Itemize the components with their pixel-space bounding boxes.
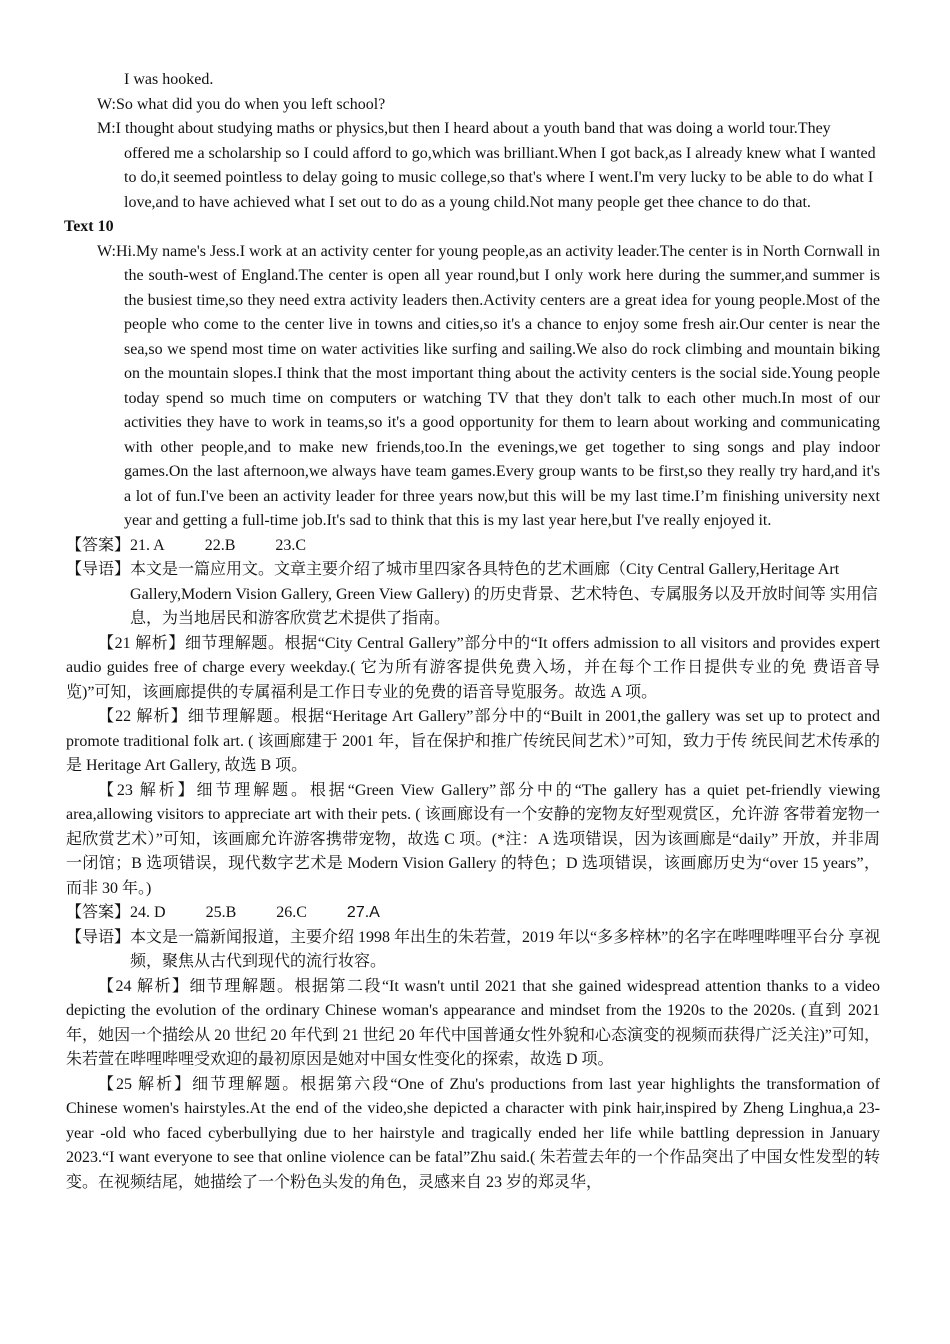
analysis-25: 【25 解析】细节理解题。根据第六段“One of Zhu's productions from last year highlights the transformation of Chinese women's hairstyles.At the end of the video,she depicted a character with pink hair,inspired by Zheng Linghua,a 23-year -old who faced cyberbullying due to her hairstyle and tragically ended her life while battling depression in January 2023.“I want everyone to see that online violence can be fatal”Zhu said.( 朱若萱去年的一个作品突出了中国女性发型的转变。在视频结尾，她描绘了一个粉色头发的角色，灵感来自 23 岁的郑灵华，	[66, 1075, 880, 1191]
analysis-23: 【23 解析】细节理解题。根据“Green View Gallery”部分中的“The gallery has a quiet pet-friendly viewing area,allowing visitors to appreciate art with their pets. ( 该画廊设有一个安静的宠物友好型观赏区，允许游 客带着宠物一起欣赏艺术）”可知，该画廊允许游客携带宠物，故选 C 项。(*注：A 选项错误，因为该画廊是“daily” 开放，并非周一闭馆；B 选项错误，现代数字艺术是 Modern Vision Gallery 的特色；D 选项错误，该画廊历史为“over 15 years”， 而非 30 年。)	[66, 781, 880, 897]
answer-tag: 【答案】	[66, 536, 131, 554]
answer-line-2	[0, 901, 950, 926]
answer-27: 27.A	[346, 904, 380, 921]
answer-tag: 【答案】	[66, 904, 131, 921]
dialogue-m-answer: M:I thought about studying maths or physics,but then I heard about a youth band that was doing a world tour.They offered me a scholarship so I could afford to go,which was brilliant.When I got back,as I already knew what I wanted to do,it seemed pointless to delay going to music college,so that's where I went.I'm very lucky to be able to do what I love,and to have achieved what I set out to do as a young child.Not many people get thee chance to do that.	[97, 120, 876, 211]
guide-tag: 【导语】	[66, 561, 131, 578]
answer-22: 22.B	[204, 536, 236, 554]
answer-25: 25.B	[205, 904, 237, 921]
guide-tag: 【导语】	[66, 928, 131, 946]
guide-text: 本文是一篇新闻报道，主要介绍 1998 年出生的朱若萱，2019 年以“多多梓林”的名字在哔哩哔哩平台分 享视频，聚焦从古代到现代的流行妆容。	[130, 928, 881, 970]
answer-21: 21. A	[130, 536, 165, 554]
guide-line-1	[0, 558, 950, 632]
answer-26: 26.C	[276, 904, 307, 921]
dialogue-w-question: W:So what did you do when you left school?	[97, 95, 386, 113]
answer-line-1	[0, 534, 950, 559]
dialogue-line: I was hooked.	[124, 71, 214, 88]
analysis-21: 【21 解析】细节理解题。根据“City Central Gallery”部分中的“It offers admission to all visitors and provides expert audio guides free of charge every weekday.( 它为所有游客提供免费入场，并在每个工作日提供专业的免 费语音导览)”可知，该画廊提供的专属福利是工作日专业的免费的语音导览服务。故选 A 项。	[66, 634, 880, 701]
text10-heading: Text 10	[64, 218, 114, 235]
guide-text: 本文是一篇应用文。文章主要介绍了城市里四家各具特色的艺术画廊（City Central Gallery,Heritage Art Gallery,Modern Vision Gallery, Green View Gallery) 的历史背景、艺术特色、专属服务以及开放时间等 实用信息，为当地居民和游客欣赏艺术提供了指南。	[130, 561, 878, 627]
analysis-22: 【22 解析】细节理解题。根据“Heritage Art Gallery”部分中的“Built in 2001,the gallery was set up to protect and promote traditional folk art. ( 该画廊建于 2001 年，旨在保护和推广传统民间艺术）”可知，致力于传 统民间艺术传承的是 Heritage Art Gallery, 故选 B 项。	[66, 708, 880, 774]
analysis-24: 【24 解析】细节理解题。根据第二段“It wasn't until 2021 that she gained widespread attention thanks to a video depicting the evolution of the ordinary Chinese woman's appearance and mindset from the 1920s to the 2020s. (直到 2021 年，她因一个描绘从 20 世纪 20 年代到 21 世纪 20 年代中国普通女性外貌和心态演变的视频而获得广泛关注)”可知，朱若萱在哔哩哔哩受欢迎的最初原因是她对中国女性变化的探索，故选 D 项。	[66, 977, 880, 1068]
answer-24: 24. D	[130, 904, 166, 921]
guide-line-2	[0, 926, 950, 975]
answer-23: 23.C	[275, 536, 307, 554]
text10-body: W:Hi.My name's Jess.I work at an activity center for young people,as an activity leader.The center is in North Cornwall in the south-west of England.The center is open all year round,but I only work here during the summer,and summer is the busiest time,so they need extra activity leaders then.Activity centers are a great idea for young people.Most of the people who come to the center live in towns and cities,so it's a chance to enjoy some fresh air.Our center is near the sea,so we spend most time on water activities like surfing and sailing.We also do rock climbing and mountain biking on the mountain slopes.I think that the most important thing about the activity centers is the social side.Young people today spend so much time on computers or watching TV that they don't talk to each other much.In most of our activities they have to work in teams,so it's a good opportunity for them to learn about working and communicating with other people,and to make new friends,too.In the evenings,we get together to sing songs and play indoor games.On the last afternoon,we always have team games.Every group wants to be first,so they really try hard,and it's a lot of fun.I've been an activity leader for three years now,but this will be my last time.I’m finishing university next year and getting a full-time job.It's sad to think that this is my last year here,but I've really enjoyed it.	[97, 242, 880, 529]
